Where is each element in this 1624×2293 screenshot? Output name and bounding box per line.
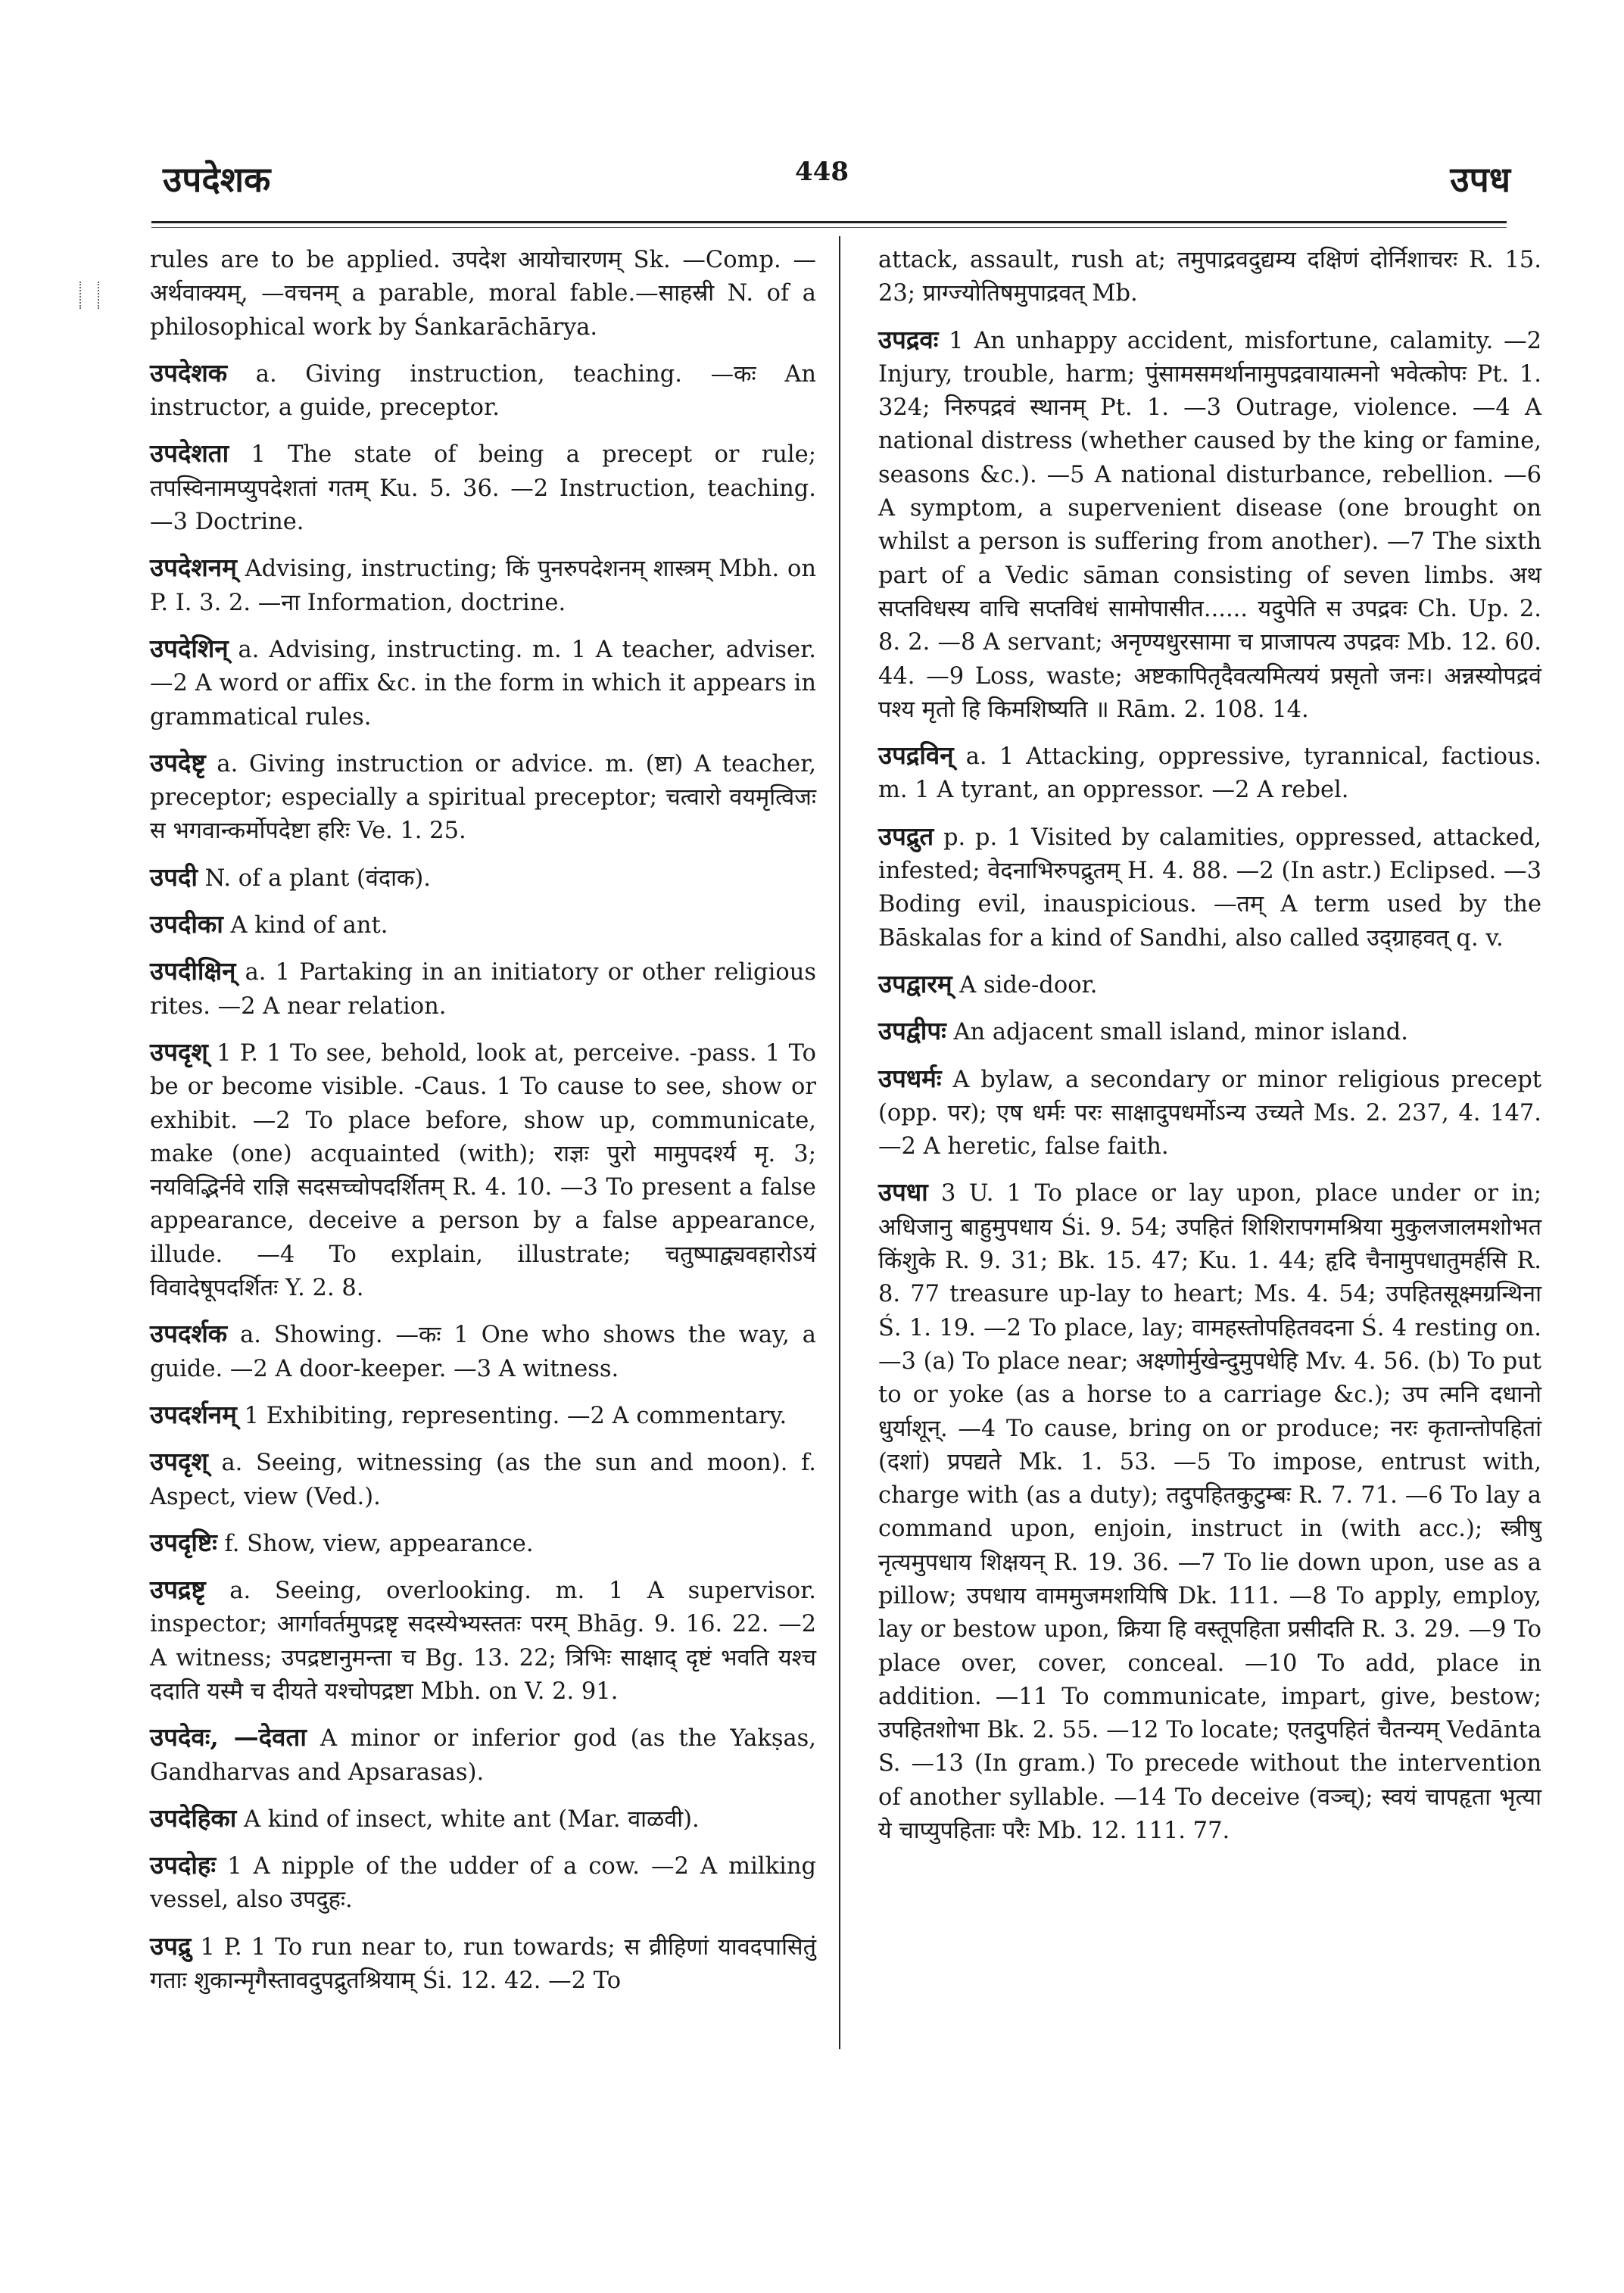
entry xyxy=(878,1062,1541,1164)
headword: उपद्रवः xyxy=(878,324,939,354)
entry xyxy=(878,323,1541,727)
entry xyxy=(150,632,816,734)
headword: उपद्वीपः xyxy=(878,1016,946,1046)
headword: उपदेशिन् xyxy=(150,633,229,663)
entry xyxy=(150,1445,816,1514)
entry xyxy=(878,1014,1541,1049)
entry xyxy=(150,1317,816,1386)
left-column xyxy=(150,244,816,2010)
entry xyxy=(150,908,816,942)
entry xyxy=(150,955,816,1023)
definition: a. 1 Attacking, oppressive, tyrannical, factious. m. 1 A tyrant, an oppressor. —2 A rebel. xyxy=(878,743,1541,804)
definition: a. 1 Partaking in an initiatory or other religious rites. —2 A near relation. xyxy=(150,959,816,1020)
definition: A kind of ant. xyxy=(230,912,388,939)
headword: उपदेवः, —देवता xyxy=(150,1722,307,1752)
headword: उपद्रुत xyxy=(878,821,934,851)
definition: f. Show, view, appearance. xyxy=(224,1530,534,1557)
entry xyxy=(150,1721,816,1790)
headword: उपदीक्षिन् xyxy=(150,956,236,986)
definition: a. Seeing, witnessing (as the sun and moon). f. Aspect, view (Ved.). xyxy=(150,1450,817,1510)
headword: उपदेशता xyxy=(150,438,229,469)
entry xyxy=(150,357,816,425)
definition: 1 P. 1 To run near to, run towards; स व्रीहिणां यावदपासितुं गताः शुकान्मृगैस्तावदुपद्रुतश्रियाम् Śi. 12. 42. —2 To xyxy=(150,1933,816,1995)
entry xyxy=(878,739,1541,808)
header-rule-thin xyxy=(151,227,1507,228)
headword: उपदेशनम् xyxy=(150,553,237,583)
definition: a. Advising, instructing. m. 1 A teacher, adviser. —2 A word or affix &c. in the form in which it appears in grammatical rules. xyxy=(150,636,816,731)
entry xyxy=(150,551,816,620)
entry xyxy=(150,437,816,539)
entry xyxy=(150,1526,816,1561)
headword: उपद्रष्टृ xyxy=(150,1575,206,1605)
definition: A side-door. xyxy=(959,971,1098,999)
headword: उपदीका xyxy=(150,909,223,939)
headword: उपदोहः xyxy=(150,1850,217,1880)
definition: A minor or inferior god (as the Yakṣas, Gandharvas and Apsarasas). xyxy=(150,1725,817,1786)
running-head-right: उपध xyxy=(1450,159,1510,200)
definition: a. Giving instruction, teaching. —कः An instructor, a guide, preceptor. xyxy=(150,360,816,422)
definition: N. of a plant (वंदाक). xyxy=(204,865,431,892)
definition: An adjacent small island, minor island. xyxy=(953,1019,1408,1046)
entry xyxy=(878,1176,1541,1848)
definition: 1 The state of being a precept or rule; तपस्विनामप्युपदेशतां गतम् Ku. 5. 36. —2 Instruction, teaching. —3 Doctrine. xyxy=(150,441,816,536)
definition: 1 A nipple of the udder of a cow. —2 A milking vessel, also उपदुहः. xyxy=(150,1853,816,1914)
definition: 1 Exhibiting, representing. —2 A commentary. xyxy=(244,1402,787,1429)
headword: उपद्रु xyxy=(150,1930,192,1961)
definition: p. p. 1 Visited by calamities, oppressed, attacked, infested; वेदनाभिरुपद्रुतम् H. 4. 88. —2 (In astr.) Eclipsed. —3 Boding evil, inauspicious. —तम् A term used by the Bāskalas for a kind of Sandhi, also called उद्ग्राहवत् q. v. xyxy=(878,824,1541,952)
definition: a. Showing. —कः 1 One who shows the way, a guide. —2 A door-keeper. —3 A witness. xyxy=(150,1322,816,1382)
headword: उपदेशक xyxy=(150,357,228,388)
entry xyxy=(150,1849,816,1918)
column-divider xyxy=(839,236,840,2049)
headword: उपधा xyxy=(878,1177,928,1207)
definition: 3 U. 1 To place or lay upon, place under or in; अधिजानु बाहुमुपधाय Śi. 9. 54; उपहितं शिशिरापगमश्रिया मुकुलजालमशोभत किंशुके R. 9. 31; Bk. 15. 47; Ku. 1. 44; हृदि चैनामुपधातुमर्हसि R. 8. 77 treasure up-lay to heart; Ms. 4. 54; उपहितसूक्ष्मग्रन्थिना Ś. 1. 19. —2 To place, lay; वामहस्तोपहितवदना Ś. 4 resting on. —3 (a) To place near; अक्ष्णोर्मुखेन्दुमुपधेहि Mv. 4. 56. (b) To put to or yoke (as a horse to a carriage &c.); उप त्मनि दधानो धुर्याशून्. —4 To cause, bring on or produce; नरः कृतान्तोपहितां (दशां) प्रपद्यते Mk. 1. 53. —5 To impose, entrust with, charge with (as a duty); तदुपहितकुटुम्बः R. 7. 71. —6 To lay a command upon, enjoin, instruct in (with acc.); स्त्रीषु नृत्यमुपधाय शिक्षयन् R. 19. 36. —7 To lie down upon, use as a pillow; उपधाय वाममुजमशयिषि Dk. 111. —8 To apply, employ, lay or bestow upon, क्रिया हि वस्तूपहिता प्रसीदति R. 3. 29. —9 To place over, cover, conceal. —10 To add, place in addition. —11 To communicate, impart, give, bestow; उपहितशोभा Bk. 2. 55. —12 To locate; एतदुपहितं चैतन्यम् Vedānta S. —13 (In gram.) To precede without the intervention of another syllable. —14 To deceive (वञ्च्); स्वयं चापहृता भृत्या ये चाप्युपहिताः परैः Mb. 12. 111. 77. xyxy=(878,1180,1541,1845)
entry xyxy=(150,1036,816,1305)
definition: 1 An unhappy accident, misfortune, calamity. —2 Injury, trouble, harm; पुंसामसमर्थानामुपद्रवायात्मनो भवेत्कोपः Pt. 1. 324; निरुपद्रवं स्थानम् Pt. 1. —3 Outrage, violence. —4 A national distress (whether caused by the king or famine, seasons &c.). —5 A national disturbance, rebellion. —6 A symptom, a supervenient disease (one brought on whilst a person is suffering from another). —7 The sixth part of a Vedic sāman consisting of seven limbs. अथ सप्तविधस्य वाचि सप्तविधं सामोपासीत...... यदुपेति स उपद्रवः Ch. Up. 2. 8. 2. —8 A servant; अनृण्यधुरसामा च प्राजापत्य उपद्रवः Mb. 12. 60. 44. —9 Loss, waste; अष्टकापितृदैवत्यमित्ययं प्रसृतो जनः। अन्नस्योपद्रवं पश्य मृतो हि किमशिष्यति ॥ Rām. 2. 108. 14. xyxy=(878,327,1541,723)
definition: A bylaw, a secondary or minor religious precept (opp. पर); एष धर्मः परः साक्षादुपधर्मोऽन्य उच्यते Ms. 2. 237, 4. 147. —2 A heretic, false faith. xyxy=(878,1066,1541,1161)
definition: A kind of insect, white ant (Mar. वाळवी). xyxy=(244,1805,700,1833)
headword: उपदृश् xyxy=(150,1036,208,1067)
right-column xyxy=(878,244,1541,1860)
header-rule xyxy=(151,221,1507,223)
definition: a. Seeing, overlooking. m. 1 A supervisor. inspector; आर्गावर्तमुपद्रष्टृ सदस्येभ्यस्ततः परम् Bhāg. 9. 16. 22. —2 A witness; उपद्रष्टानुमन्ता च Bg. 13. 22; त्रिभिः साक्षाद् दृष्टं भवति यश्च ददाति यस्मै च दीयते यश्चोपद्रष्टा Mbh. on V. 2. 91. xyxy=(150,1578,816,1705)
headword: उपदी xyxy=(150,861,198,892)
headword: उपदर्शनम् xyxy=(150,1399,237,1429)
headword: उपदेष्टृ xyxy=(150,747,206,777)
entry xyxy=(150,746,816,849)
headword: उपदेहिका xyxy=(150,1802,237,1833)
headword: उपद्वारम् xyxy=(878,968,952,999)
entry xyxy=(150,1398,816,1433)
headword: उपदर्शक xyxy=(150,1319,228,1349)
definition: 1 P. 1 To see, behold, look at, perceive. -pass. 1 To be or become visible. -Caus. 1 To cause to see, show or exhibit. —2 To place before, show up, communicate, make (one) acquainted (with); राज्ञः पुरो मामुपदर्श्य मृ. 3; नयविद्भिर्नवे राज्ञि सदसच्चोपदर्शितम् R. 4. 10. —3 To present a false appearance, deceive a person by a false appearance, illude. —4 To explain, illustrate; चतुष्पाद्व्यवहारोऽयं विवादेषूपदर्शितः Y. 2. 8. xyxy=(150,1039,817,1302)
running-head-left: उपदेशक xyxy=(163,159,271,200)
definition: a. Giving instruction or advice. m. (ष्टा) A teacher, preceptor; especially a spiritual preceptor; चत्वारो वयमृत्विजः स भगवान्कर्मोपदेष्टा हरिः Ve. 1. 25. xyxy=(150,750,816,845)
entry xyxy=(150,1573,816,1709)
definition: Advising, instructing; किं पुनरुपदेशनम् शास्त्रम् Mbh. on P. I. 3. 2. —ना Information, doctrine. xyxy=(150,556,816,616)
entry xyxy=(150,861,816,896)
page-number: 448 xyxy=(795,157,849,187)
entry xyxy=(150,1802,816,1837)
entry-continuation: rules are to be applied. उपदेश आयोचारणम् Sk. —Comp. —अर्थवाक्यम्, —वचनम् a parable, moral fable.—साहस्री N. of a philosophical work by Śankarāchārya. xyxy=(150,247,816,341)
headword: उपधर्मः xyxy=(878,1063,942,1093)
entry xyxy=(878,820,1541,955)
entry xyxy=(878,967,1541,1002)
headword: उपद्रविन् xyxy=(878,740,954,771)
headword: उपदृष्टिः xyxy=(150,1527,217,1557)
entry xyxy=(150,1930,816,1999)
margin-mark xyxy=(79,282,99,309)
headword: उपदृश् xyxy=(150,1447,208,1477)
entry-continuation: attack, assault, rush at; तमुपाद्रवदुद्यम्य दक्षिणं दोर्निशाचरः R. 15. 23; प्राग्ज्योतिषमुपाद्रवत् Mb. xyxy=(878,247,1541,307)
